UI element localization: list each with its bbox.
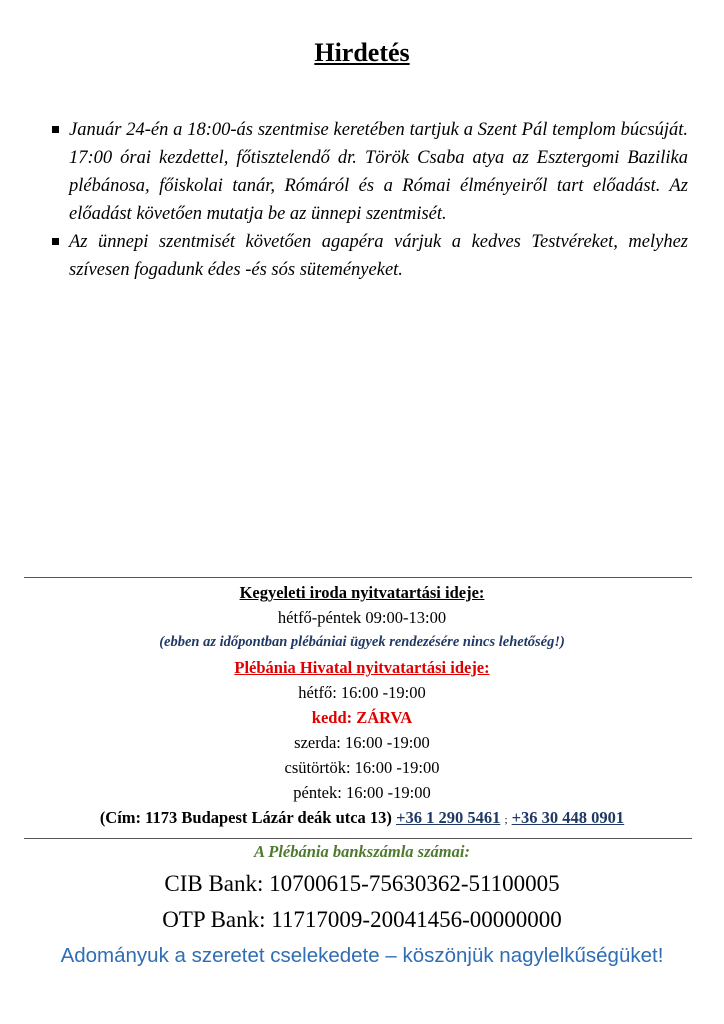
parish-hours-wednesday: szerda: 16:00 -19:00 (294, 733, 430, 752)
address: (Cím: 1173 Budapest Lázár deák utca 13) (99, 808, 392, 827)
bank-section (0, 840, 724, 974)
announcement-text: Január 24-én a 18:00-ás szentmise keretében tartjuk a Szent Pál templom búcsúját. 17:00 órai kezdettel, főtisztelendő dr. Török Csaba atya az Esztergomi Bazilika plébánosa, főiskolai tanár, Rómáról és a Római élményeiről tart előadást. Az előadást követően mutatja be az ünnepi szentmisét. (69, 120, 688, 224)
parish-hours-friday: péntek: 16:00 -19:00 (293, 783, 431, 802)
phone-link-2[interactable]: +36 30 448 0901 (511, 808, 625, 827)
office-hours-heading: Kegyeleti iroda nyitvatartási ideje: (239, 583, 485, 602)
phone-link-1[interactable]: +36 1 290 5461 (396, 808, 501, 827)
otp-account: OTP Bank: 11717009-20041456-00000000 (162, 907, 562, 932)
page-title: Hirdetés (314, 38, 410, 67)
square-bullet-icon (52, 238, 59, 245)
divider (24, 838, 692, 839)
square-bullet-icon (52, 126, 59, 133)
phone-separator: ; (504, 814, 508, 826)
announcement-list (52, 116, 688, 284)
office-note: (ebben az időpontban plébániai ügyek rendezésére nincs lehetőség!) (159, 634, 565, 650)
parish-hours-monday: hétfő: 16:00 -19:00 (298, 683, 426, 702)
contact-line (0, 805, 724, 833)
list-item (52, 116, 688, 228)
bank-heading: A Plébánia bankszámla számai: (254, 842, 470, 861)
parish-hours-tuesday: kedd: ZÁRVA (311, 708, 413, 727)
divider (24, 577, 692, 578)
office-hours: hétfő-péntek 09:00-13:00 (277, 608, 447, 627)
cib-account: CIB Bank: 10700615-75630362-51100005 (164, 871, 560, 896)
parish-hours-thursday: csütörtök: 16:00 -19:00 (284, 758, 440, 777)
announcement-text: Az ünnepi szentmisét követően agapéra várjuk a kedves Testvéreket, melyhez szívesen fogadunk édes -és sós süteményeket. (69, 232, 688, 280)
parish-hours-heading: Plébánia Hivatal nyitvatartási ideje: (234, 658, 490, 677)
list-item (52, 228, 688, 284)
thanks-message: Adományuk a szeretet cselekedete – köszönjük nagylelkűségüket! (60, 944, 664, 967)
opening-hours (0, 580, 724, 833)
